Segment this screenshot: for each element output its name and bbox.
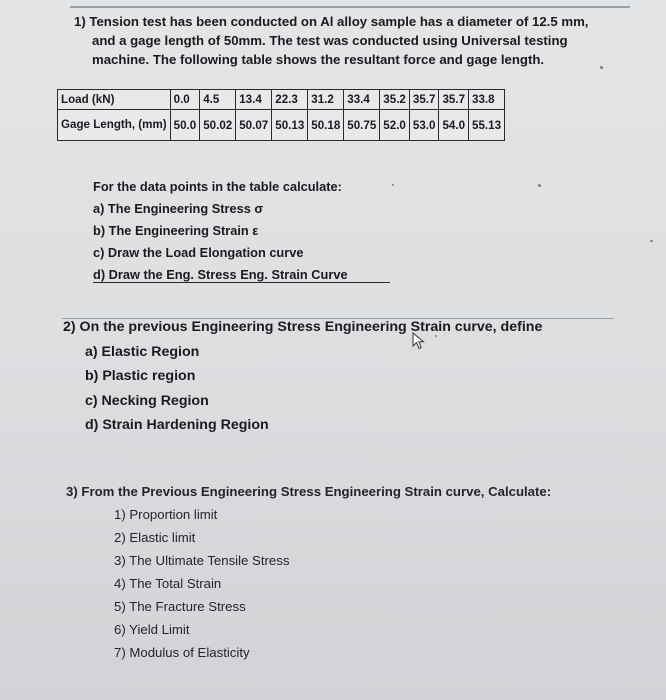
list-item: d) Strain Hardening Region: [85, 417, 269, 433]
table-cell: 50.0: [170, 110, 200, 141]
table-cell: 31.2: [308, 90, 344, 110]
table-cell: 50.07: [236, 110, 272, 141]
list-item: 6) Yield Limit: [114, 622, 190, 637]
dust-speck: [392, 184, 394, 186]
table-cell: 50.75: [344, 110, 380, 141]
table-cell: 13.4: [236, 90, 272, 110]
list-item: [93, 264, 390, 286]
pointer-cursor-icon: [412, 332, 426, 350]
list-item: 7) Modulus of Elasticity: [114, 645, 250, 660]
table-cell: 50.02: [200, 110, 236, 141]
table-cell: 35.7: [439, 90, 469, 110]
question-1-line-3: machine. The following table shows the resultant force and gage length.: [92, 52, 545, 67]
list-item: a) Elastic Region: [85, 343, 200, 360]
list-item: c) Necking Region: [85, 392, 209, 409]
table-cell: 55.13: [469, 110, 505, 141]
list-item: a) The Engineering Stress σ: [93, 201, 264, 216]
table-row-gage-length: [58, 110, 505, 141]
list-item: 5) The Fracture Stress: [114, 599, 246, 614]
list-item: c) Draw the Load Elongation curve: [93, 245, 304, 260]
row-header-gage-length: Gage Length, (mm): [58, 110, 171, 141]
table-cell: 53.0: [409, 110, 439, 141]
table-cell: 35.2: [380, 90, 410, 110]
row-header-load: Load (kN): [58, 90, 171, 110]
dust-speck: [600, 66, 603, 69]
question-1-line-1: 1) Tension test has been conducted on Al alloy sample has a diameter of 12.5 mm,: [74, 14, 589, 29]
table-cell: 50.18: [308, 110, 344, 141]
data-table: [57, 89, 505, 141]
list-item: 1) Proportion limit: [114, 507, 218, 522]
list-item-text: d) Draw the Eng. Stress Eng. Strain Curve: [93, 267, 390, 283]
question-1: [74, 12, 614, 69]
question-3-title: 3) From the Previous Engineering Stress Engineering Strain curve, Calculate:: [66, 484, 552, 499]
calculation-list: [93, 176, 390, 286]
list-item: b) Plastic region: [85, 368, 196, 384]
table-cell: 50.13: [272, 110, 308, 141]
question-3: [66, 480, 551, 664]
table-cell: 33.8: [469, 90, 505, 110]
dust-speck: [538, 184, 541, 187]
dust-speck: [435, 335, 437, 337]
question-2: [63, 315, 542, 438]
table-cell: 0.0: [170, 90, 200, 110]
list-item: 3) The Ultimate Tensile Stress: [114, 553, 290, 568]
calculation-intro: For the data points in the table calculate:: [93, 179, 342, 194]
table-cell: 52.0: [380, 110, 410, 141]
question-1-line-2: and a gage length of 50mm. The test was conducted using Universal testing: [92, 33, 568, 48]
list-item: b) The Engineering Strain ε: [93, 223, 259, 238]
list-item: 4) The Total Strain: [114, 576, 222, 591]
divider: [70, 6, 630, 8]
question-2-title: 2) On the previous Engineering Stress Engineering Strain curve, define: [63, 319, 543, 335]
dust-speck: [650, 240, 653, 242]
list-item: 2) Elastic limit: [114, 530, 196, 545]
table-cell: 35.7: [409, 90, 439, 110]
table-cell: 22.3: [272, 90, 308, 110]
table-cell: 33.4: [344, 90, 380, 110]
table-cell: 4.5: [200, 90, 236, 110]
table-row-load: [58, 90, 505, 110]
table-cell: 54.0: [439, 110, 469, 141]
